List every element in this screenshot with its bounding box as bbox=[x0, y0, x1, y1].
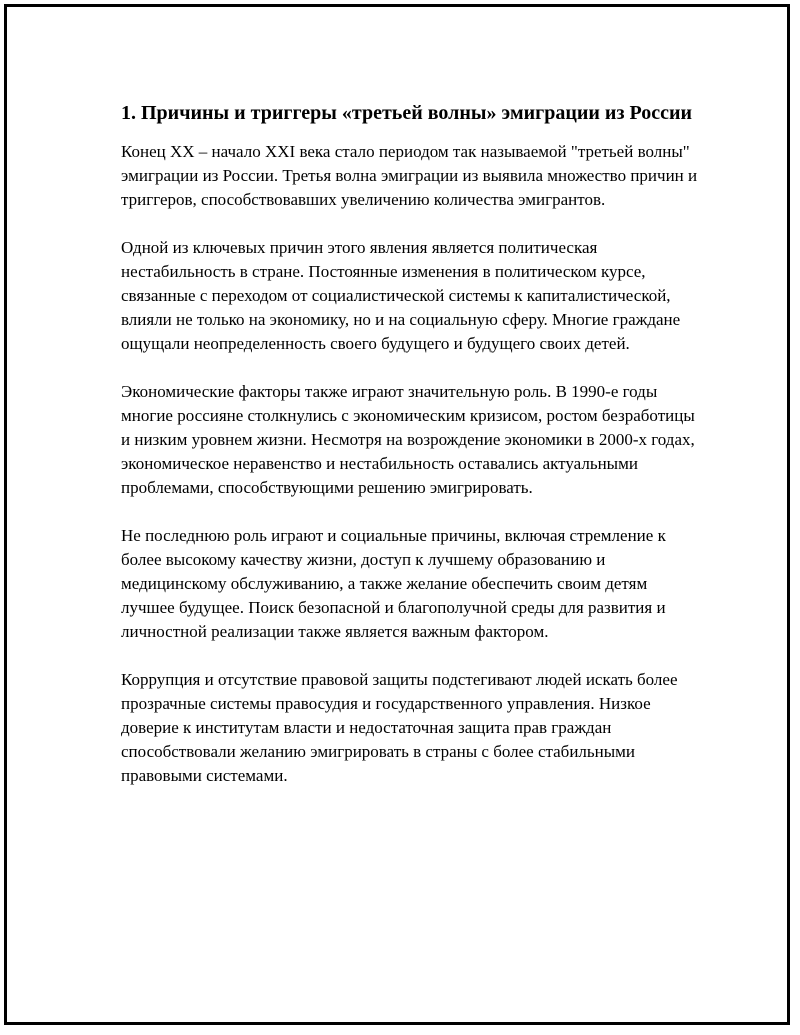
paragraph-corruption: Коррупция и отсутствие правовой защиты подстегивают людей искать более прозрачные системы правосудия и государственного управления. Низкое доверие к институтам власти и недостаточная защита прав граждан способствовали желанию эмигрировать в страны с более стабильными правовыми системами. bbox=[121, 670, 678, 785]
section-heading: 1. Причины и триггеры «третьей волны» эмиграции из России bbox=[121, 102, 692, 124]
page-frame bbox=[4, 4, 790, 1025]
document-body bbox=[121, 99, 701, 812]
paragraph-economic: Экономические факторы также играют значительную роль. В 1990-е годы многие россияне столкнулись с экономическим кризисом, ростом безработицы и низким уровнем жизни. Несмотря на возрождение экономики в 2000-х годах, экономическое неравенство и нестабильность оставались актуальными проблемами, способствующими решению эмигрировать. bbox=[121, 382, 695, 497]
paragraph-political: Одной из ключевых причин этого явления является политическая нестабильность в стране. Постоянные изменения в политическом курсе, связанные с переходом от социалистической системы к капиталистической, влияли не только на экономику, но и на социальную сферу. Многие граждане ощущали неопределенность своего будущего и будущего своих детей. bbox=[121, 238, 681, 353]
paragraph-intro: Конец XX – начало XXI века стало периодом так называемой "третьей волны" эмиграции из России. Третья волна эмиграции из выявила множество причин и триггеров, способствовавших увеличению количества эмигрантов. bbox=[121, 142, 698, 209]
paragraph-social: Не последнюю роль играют и социальные причины, включая стремление к более высокому качеству жизни, доступ к лучшему образованию и медицинскому обслуживанию, а также желание обеспечить своим детям лучшее будущее. Поиск безопасной и благополучной среды для развития и личностной реализации также является важным фактором. bbox=[121, 526, 666, 641]
